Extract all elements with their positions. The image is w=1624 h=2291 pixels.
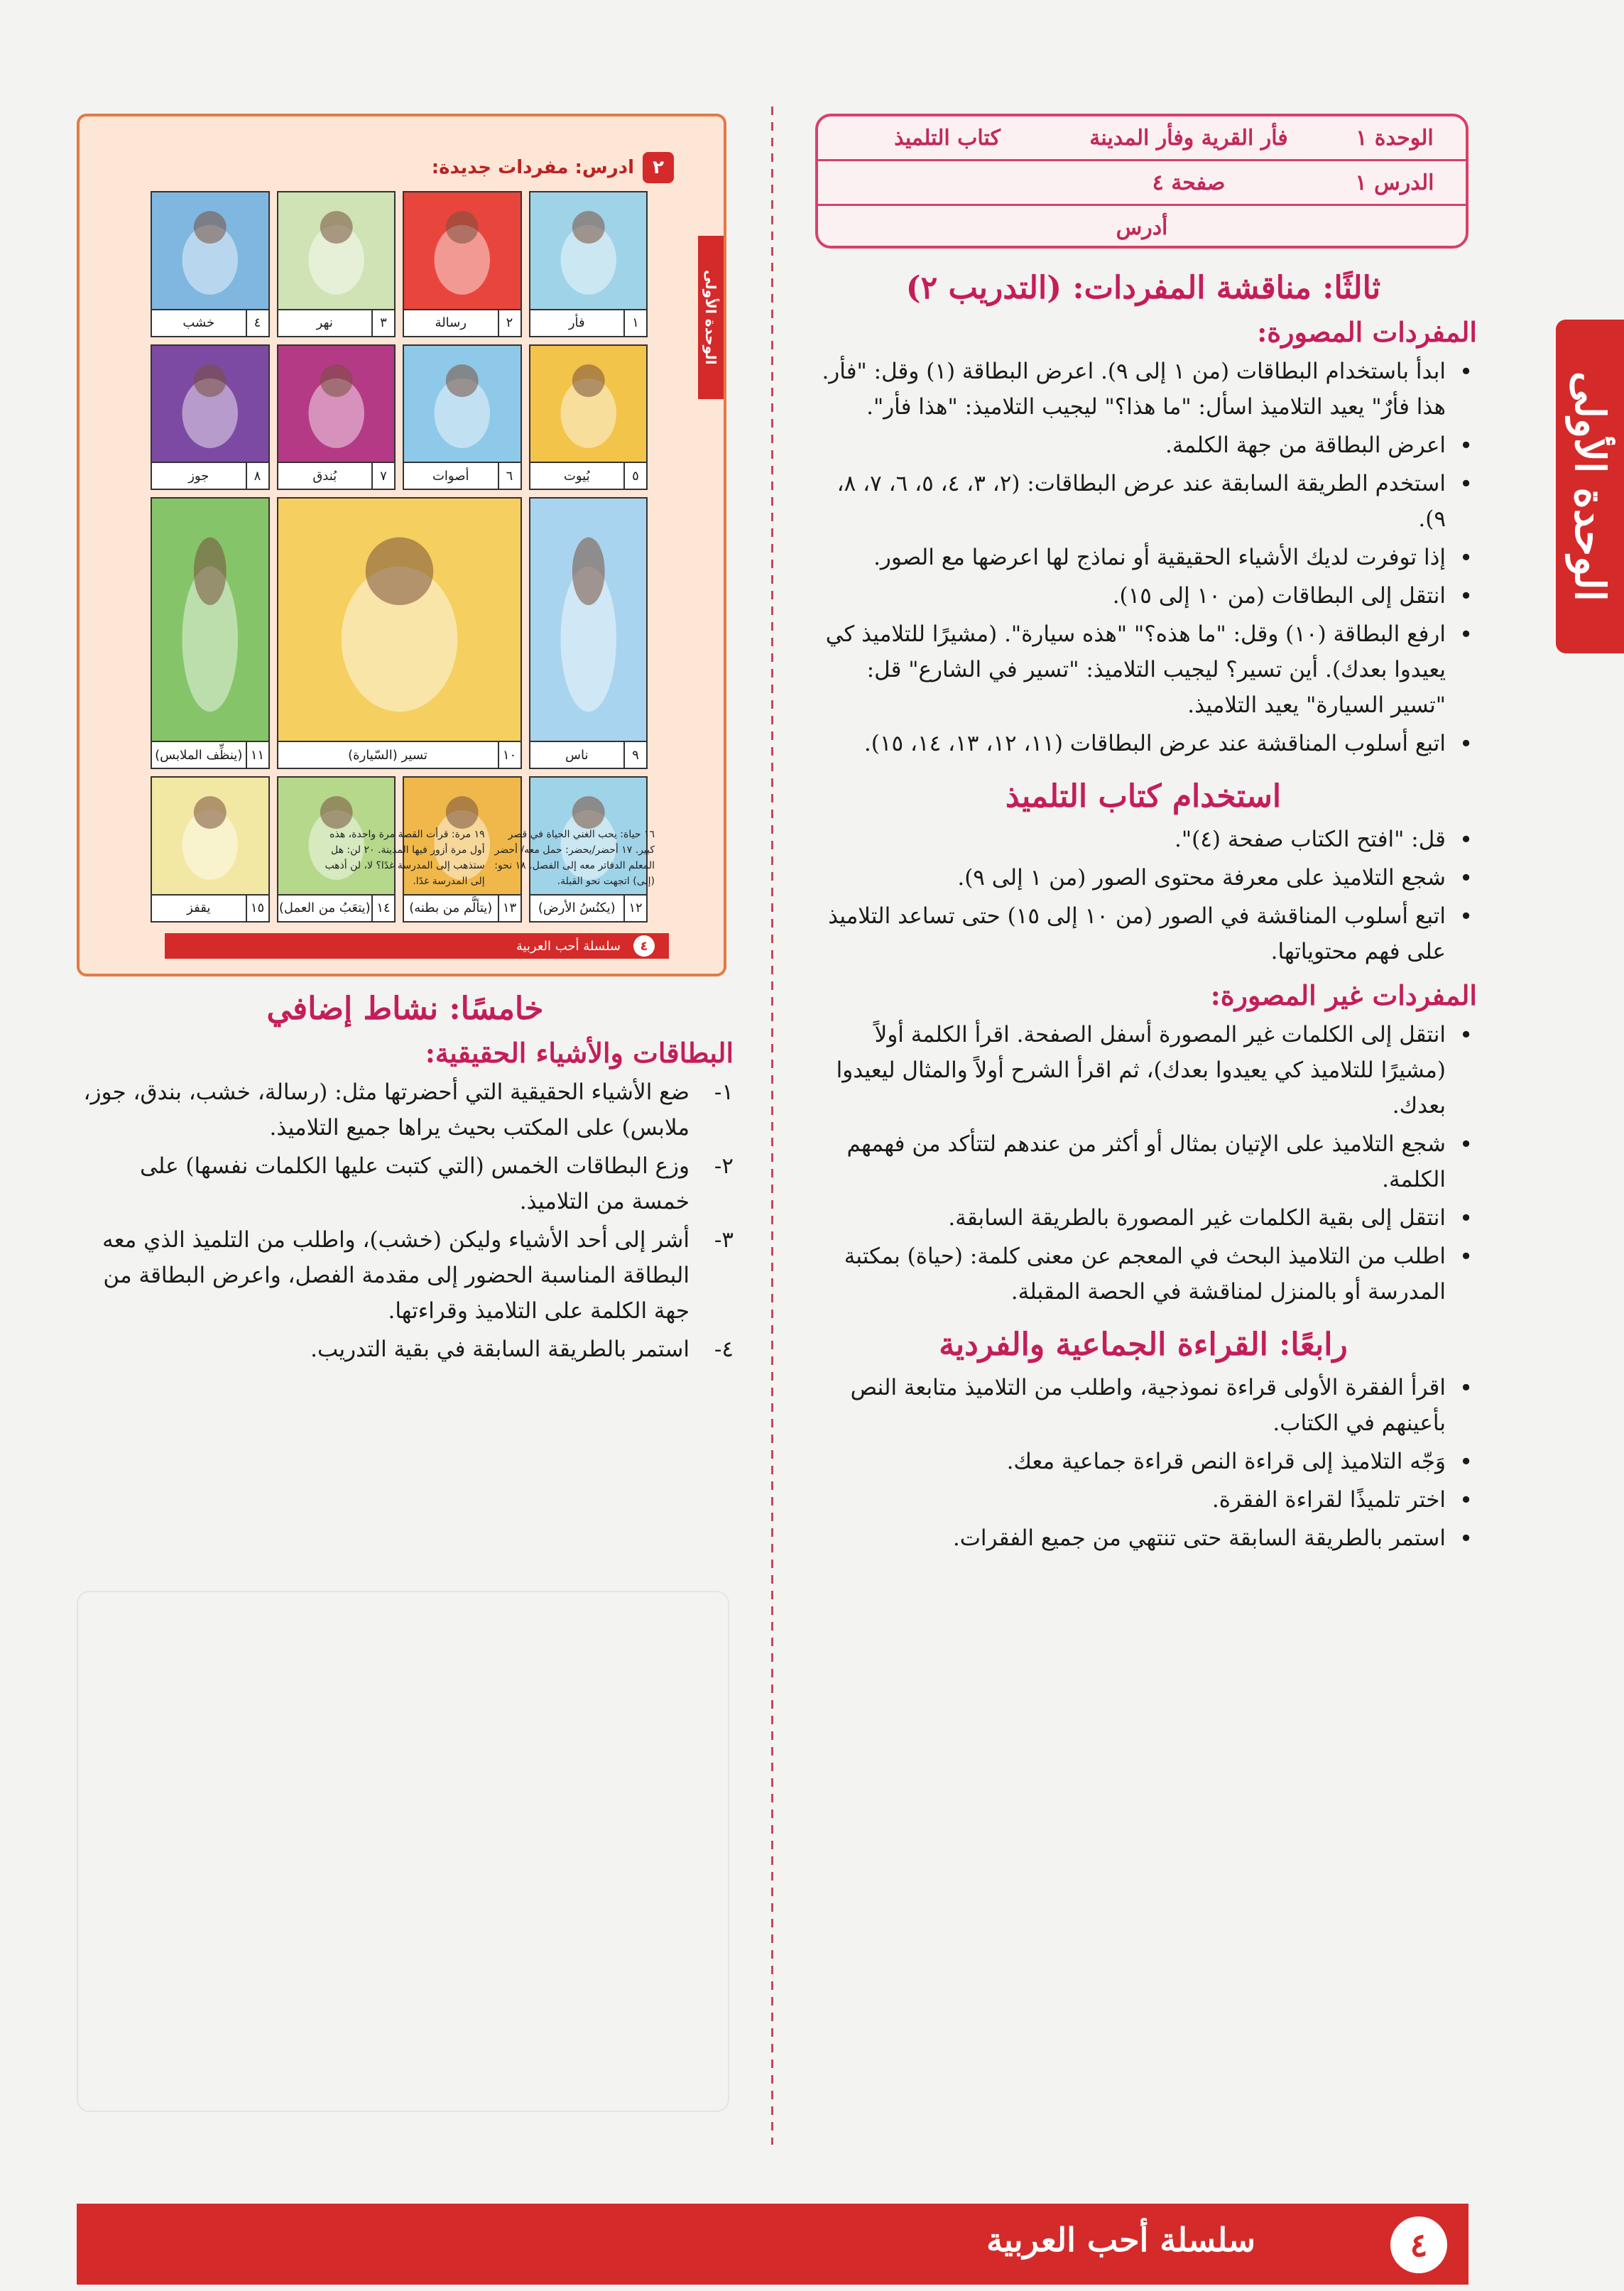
lesson-header-row-3 (818, 206, 1466, 249)
item-number: ٣- (714, 1227, 734, 1253)
river-picture (278, 192, 395, 309)
list-item: • قل: "افتح الكتاب صفحة (٤)". (810, 822, 1446, 857)
inset-heading-text: ادرس: مفردات جديدة: (431, 157, 634, 178)
book-label: كتاب التلميذ (894, 125, 1001, 151)
right-column (810, 270, 1477, 1559)
definition-block (151, 827, 315, 919)
vocab-card-word: خشب (182, 315, 215, 330)
mouse-picture (530, 192, 647, 309)
inset-heading (432, 152, 674, 183)
cards-objects-heading: البطاقات والأشياء الحقيقية: (425, 1037, 734, 1069)
list-item: • اتبع أسلوب المناقشة عند عرض البطاقات (١١، ١٢، ١٣، ١٤، ١٥). (810, 726, 1446, 761)
item-text: وزع البطاقات الخمس (التي كتبت عليها الكلمات نفسها) على خمسة من التلاميذ. (139, 1153, 690, 1214)
vocab-card-caption (530, 462, 647, 489)
vocab-card-caption (278, 462, 395, 489)
houses-picture (530, 346, 647, 462)
list-item: • اتبع أسلوب المناقشة في الصور (من ١٠ إلى ١٥) حتى تساعد التلاميذ على فهم محتوياتها. (810, 898, 1446, 969)
vocab-card (529, 344, 648, 491)
section-5-title: خامسًا: نشاط إضافي (266, 991, 544, 1027)
lesson-header-row-1 (818, 116, 1466, 161)
vocab-card-word: أصوات (432, 468, 469, 484)
vocab-card (151, 344, 270, 491)
list-item: • انتقل إلى البطاقات (من ١٠ إلى ١٥). (810, 578, 1446, 614)
unit-side-tab (1556, 320, 1624, 653)
list-item: • شجع التلاميذ على الإتيان بمثال أو أكثر من عندهم لتتأكد من فهمهم الكلمة. (810, 1126, 1446, 1197)
item-text: استمر بالطريقة السابقة في بقية التدريب. (310, 1337, 690, 1362)
inset-unit-tab (698, 236, 724, 399)
vocab-card (151, 497, 270, 769)
vocab-card (529, 497, 648, 769)
page-footer (77, 2204, 1468, 2285)
vocab-card-word: بُندق (312, 468, 337, 484)
vocab-card-word: بُيوت (563, 468, 590, 484)
unit-side-tab-label: الوحدة الأولى (1566, 371, 1614, 602)
vocab-card-caption (530, 741, 647, 768)
nonpictured-vocab-list (810, 1017, 1477, 1310)
list-item: • انتقل إلى الكلمات غير المصورة أسفل الصفحة. اقرأ الكلمة أولاً (مشيرًا للتلاميذ كي يعيدوا بعدك)، ثم اقرأ الشرح أولاً والمثال ليعيدوا بعدك. (810, 1017, 1446, 1123)
vocab-card-word: فأر (568, 315, 585, 330)
vocab-definitions (151, 827, 655, 919)
column-divider (771, 107, 773, 2145)
inset-page-number: ٤ (633, 935, 655, 957)
list-item: • انتقل إلى بقية الكلمات غير المصورة بالطريقة السابقة. (810, 1200, 1446, 1236)
vocab-card-word: ناس (565, 747, 589, 763)
pictured-vocab-list (810, 354, 1477, 761)
vocab-card-word: تسير (السّيارة) (348, 747, 427, 763)
list-item (77, 1222, 734, 1329)
vocab-card (403, 344, 522, 491)
list-item: • شجع التلاميذ على معرفة محتوى الصور (من ١ إلى ٩). (810, 860, 1446, 896)
lesson-label: الدرس ١ (1355, 170, 1434, 195)
pictured-vocab-heading: المفردات المصورة: (1257, 316, 1477, 348)
inset-footer (165, 933, 669, 959)
page-label: صفحة ٤ (1152, 170, 1226, 195)
vocab-card-number: ١٤ (371, 896, 394, 921)
lesson-header-row-2 (818, 161, 1466, 206)
vocab-card (151, 191, 270, 337)
section-3-title: ثالثًا: مناقشة المفردات: (التدريب ٢) (905, 270, 1381, 306)
vocab-card (277, 497, 522, 769)
vocab-card-number: ١٥ (246, 896, 268, 921)
vocab-card-word: (يكنُسُ الأرض) (538, 900, 616, 915)
story-title: فأر القرية وفأر المدينة (1089, 125, 1288, 151)
vocab-card (277, 191, 396, 337)
vocab-card-caption (404, 462, 521, 489)
vocab-card-word: يقفز (187, 900, 211, 915)
item-number: ١- (714, 1079, 734, 1105)
vocab-card (529, 191, 648, 337)
list-item: • استمر بالطريقة السابقة حتى تنتهي من جميع الفقرات. (810, 1520, 1446, 1556)
vocab-card-number: ٩ (623, 742, 646, 768)
vocab-card-word: رسالة (435, 315, 467, 330)
exercise-number-badge: ٢ (643, 152, 674, 183)
vocab-card-number: ١ (623, 310, 646, 336)
vocab-card-number: ٨ (246, 463, 268, 489)
vocab-card-number: ٦ (498, 463, 521, 489)
vocab-card-number: ٧ (371, 463, 394, 489)
letter-picture (404, 192, 521, 309)
vocab-card-word: (يتعَبُ من العمل) (278, 900, 371, 915)
vocab-card-number: ١١ (246, 742, 268, 768)
list-item: • وَجّه التلاميذ إلى قراءة النص قراءة جماعية معك. (810, 1444, 1446, 1479)
vocab-card-caption (278, 309, 395, 336)
left-column (77, 991, 734, 1370)
item-number: ٤- (714, 1337, 734, 1362)
hazelnut-picture (278, 346, 395, 462)
vocab-card-number: ٥ (623, 463, 646, 489)
book-usage-list (810, 822, 1477, 969)
list-item: • ارفع البطاقة (١٠) وقل: "ما هذه؟" "هذه سيارة". (مشيرًا للتلاميذ كي يعيدوا بعدك). أين تسير؟ ليجيب التلاميذ: "تسير في الشارع" قل: "تسير السيارة" يعيد التلاميذ. (810, 616, 1446, 723)
sounds-picture (404, 346, 521, 462)
series-name: سلسلة أحب العربية (986, 2221, 1255, 2259)
people-picture (530, 499, 647, 741)
vocab-card-caption (404, 309, 521, 336)
reading-list (810, 1370, 1477, 1556)
wood-picture (152, 192, 268, 309)
section-4-title: رابعًا: القراءة الجماعية والفردية (939, 1327, 1348, 1363)
list-item: • إذا توفرت لديك الأشياء الحقيقية أو نماذج لها اعرضها مع الصور. (810, 540, 1446, 575)
vocab-card-caption (278, 741, 521, 768)
vocab-card-caption (530, 309, 647, 336)
list-item (77, 1148, 734, 1219)
list-item: • استخدم الطريقة السابقة عند عرض البطاقات: (٢، ٣، ٤، ٥، ٦، ٧، ٨، ٩). (810, 466, 1446, 537)
unit-label: الوحدة ١ (1356, 125, 1434, 151)
vocab-card-word: نهر (316, 315, 333, 330)
list-item: • اعرض البطاقة من جهة الكلمة. (810, 428, 1446, 463)
vocab-card-number: ٢ (498, 310, 521, 336)
vocab-card-word: جوز (188, 468, 209, 484)
vocab-card-word: (يتألَّم من بطنه) (409, 900, 493, 915)
vocab-card-number: ١٢ (623, 896, 646, 921)
walnut-picture (152, 346, 268, 462)
page-number: ٤ (1390, 2216, 1447, 2273)
inset-unit-tab-label: الوحدة الأولى (702, 270, 719, 365)
vocab-card-number: ١٠ (498, 742, 521, 768)
nonpictured-vocab-heading: المفردات غير المصورة: (1210, 979, 1477, 1011)
vocab-card (403, 191, 522, 337)
item-text: ضع الأشياء الحقيقية التي أحضرتها مثل: (رسالة، خشب، بندق، جوز، ملابس) على المكتب بحيث يراها جميع التلاميذ. (83, 1079, 690, 1141)
item-text: أشر إلى أحد الأشياء وليكن (خشب)، واطلب من التلميذ الذي معه البطاقة المناسبة الحضور إلى مقدمة الفصل، واعرض البطاقة من جهة الكلمة على التلاميذ وقراءتها. (102, 1227, 690, 1324)
list-item (77, 1332, 734, 1367)
faded-background-box (77, 1591, 729, 2112)
lesson-header-table (815, 114, 1468, 249)
vocab-card-word: (ينظِّف الملابس) (155, 747, 243, 763)
washing-picture (152, 499, 268, 741)
vocab-card-caption (152, 309, 268, 336)
inset-series-name: سلسلة أحب العربية (516, 938, 621, 954)
list-item: • اقرأ الفقرة الأولى قراءة نموذجية، واطلب من التلاميذ متابعة النص بأعينهم في الكتاب. (810, 1370, 1446, 1441)
vocab-card-number: ٤ (246, 310, 268, 336)
vocab-card-caption (152, 741, 268, 768)
list-item: • ابدأ باستخدام البطاقات (من ١ إلى ٩). اعرض البطاقة (١) وقل: "فأر. هذا فأرٌ" يعيد التلاميذ اسأل: "ما هذا؟" ليجيب التلاميذ: "هذا فأر". (810, 354, 1446, 425)
vocab-card-number: ٣ (371, 310, 394, 336)
vocab-card-number: ١٣ (498, 896, 521, 921)
definition-block: ١٩ مرة: قرأت القصة مرة واحدة، هذه أول مرة أزور فيها المدينة. ٢٠ لن: هل ستذهب إلى المدرسة غدًا؟ لا، لن أذهب إلى المدرسة غدًا. (325, 829, 485, 887)
list-item: • اطلب من التلاميذ البحث في المعجم عن معنى كلمة: (حياة) بمكتبة المدرسة أو بالمنزل لمناقشة في الحصة المقبلة. (810, 1239, 1446, 1310)
item-number: ٢- (714, 1153, 734, 1179)
vocab-card (277, 344, 396, 491)
list-item: • اختر تلميذًا لقراءة الفقرة. (810, 1482, 1446, 1518)
vocab-card-caption (152, 462, 268, 489)
study-label: أدرس (1116, 214, 1168, 240)
extra-activity-list (77, 1074, 734, 1367)
definition-block: ١٦ حياة: يحب الغني الحياة في قصر كبير. ١٧ أحضر/يحضر: حمل معه/ أحضر المعلم الدفاتر معه إلى الفصل. ١٨ نحو: (إلى) اتجهت نحو القبلة. (494, 829, 655, 887)
textbook-page-inset (77, 114, 726, 976)
car-picture (278, 499, 521, 741)
book-usage-heading: استخدام كتاب التلميذ (1005, 778, 1282, 815)
list-item (77, 1074, 734, 1146)
